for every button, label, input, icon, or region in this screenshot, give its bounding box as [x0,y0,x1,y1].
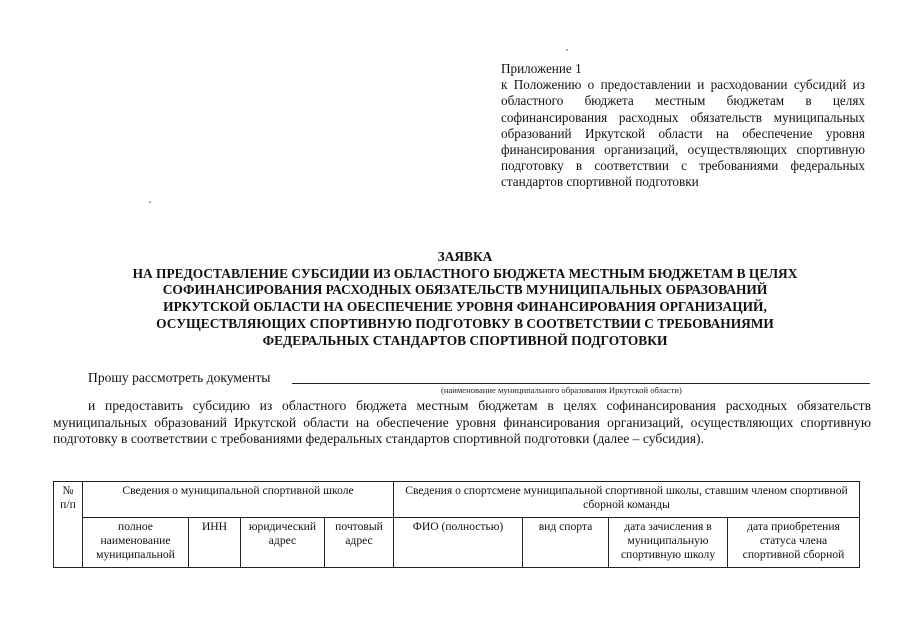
municipality-hint: (наименование муниципального образования Иркутской области) [441,385,682,395]
scan-speck [149,201,151,203]
title-line: ОСУЩЕСТВЛЯЮЩИХ СПОРТИВНУЮ ПОДГОТОВКУ В СООТВЕТСТВИИ С ТРЕБОВАНИЯМИ [156,315,774,331]
title-line: ИРКУТСКОЙ ОБЛАСТИ НА ОБЕСПЕЧЕНИЕ УРОВНЯ ФИНАНСИРОВАНИЯ ОРГАНИЗАЦИЙ, [163,299,767,315]
column-header: юридический адрес [241,518,325,568]
title-line: СОФИНАНСИРОВАНИЯ РАСХОДНЫХ ОБЯЗАТЕЛЬСТВ МУНИЦИПАЛЬНЫХ ОБРАЗОВАНИЙ [162,282,768,298]
athlete-header: Сведения о спортсмене муниципальной спортивной школы, ставшим членом спортивной сборной команды [394,482,860,518]
column-header: ИНН [189,518,241,568]
table-header-row [54,482,860,518]
request-text: Прошу рассмотреть документы [88,370,271,385]
school-header: Сведения о муниципальной спортивной школе [83,482,394,518]
column-header: дата зачисления в муниципальную спортивную школу [609,518,728,568]
title-heading: ЗАЯВКА [437,249,493,264]
title-line: НА ПРЕДОСТАВЛЕНИЕ СУБСИДИИ ИЗ ОБЛАСТНОГО БЮДЖЕТА МЕСТНЫМ БЮДЖЕТАМ В ЦЕЛЯХ [132,265,798,281]
document-title [60,249,870,349]
table-subheader-row [54,518,860,568]
column-header: полное наименование муниципальной [83,518,189,568]
municipality-fill-line [292,383,870,384]
column-header: почтовый адрес [325,518,394,568]
column-header: вид спорта [523,518,609,568]
column-header: ФИО (полностью) [394,518,523,568]
num-header: № п/п [54,482,83,568]
column-header: дата приобретения статуса члена спортивной сборной [728,518,860,568]
scan-speck [566,49,568,51]
annex-block [501,61,865,191]
application-table [53,481,860,568]
body-paragraph: и предоставить субсидию из областного бюджета местным бюджетам в целях софинансирования расходных обязательств муниципальных образований Иркутской области на обеспечение уровня финансирования организаций, осуществляющих спортивную подготовку в соответствии с требованиями федеральных стандартов спортивной подготовки (далее – субсидия). [53,398,871,447]
annex-text: к Положению о предоставлении и расходовании субсидий из областного бюджета местным бюджетам в целях софинансирования расходных обязательств муниципальных образований Иркутской области на обеспечение уровня финансирования организаций, осуществляющих спортивную подготовку в соответствии с требованиями федеральных стандартов спортивной подготовки [501,77,865,190]
annex-label: Приложение 1 [501,61,582,76]
title-line: ФЕДЕРАЛЬНЫХ СТАНДАРТОВ СПОРТИВНОЙ ПОДГОТОВКИ [262,332,668,348]
